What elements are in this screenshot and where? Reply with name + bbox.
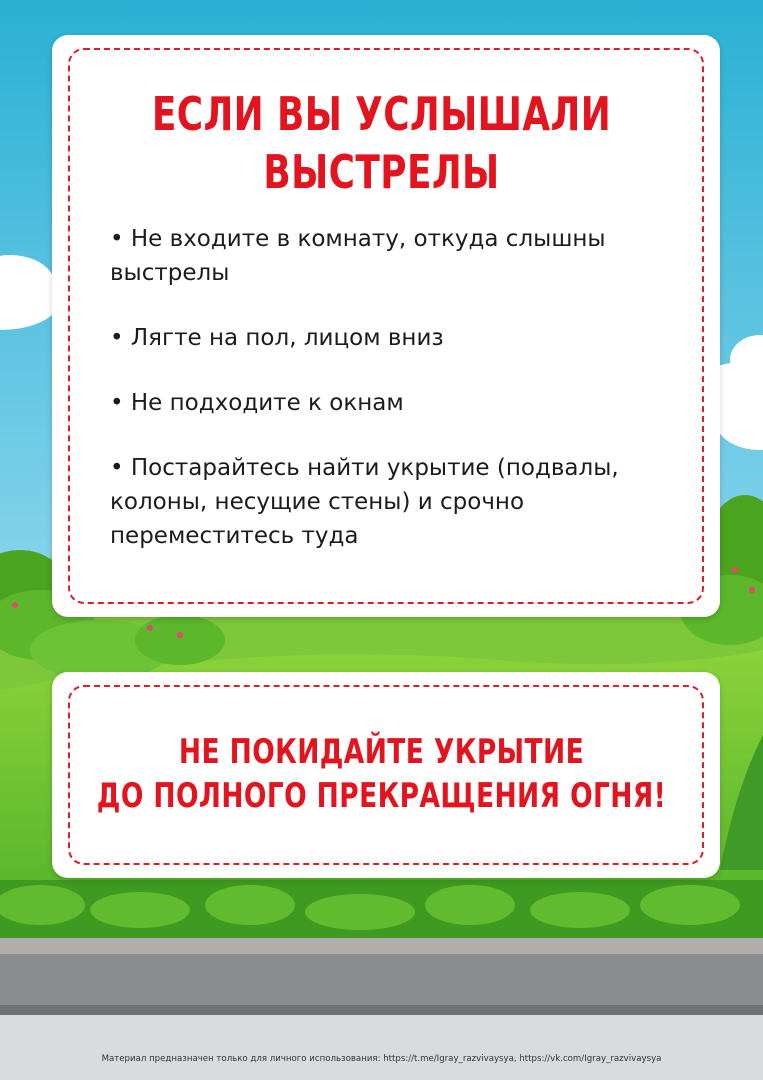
footer-note: Материал предназначен только для личного использования: https://t.me/Igray_razvivaysya, https://vk.com/Igray_razvivaysya [101,1054,662,1064]
warning-line-2: ДО ПОЛНОГО ПРЕКРАЩЕНИЯ ОГНЯ! [96,776,667,816]
instructions-list [110,222,620,584]
curb [0,938,763,954]
list-item: • Не подходите к окнам [110,390,404,416]
list-item: • Не входите в комнату, откуда слышны выстрелы [110,226,606,286]
road-edge [0,1005,763,1015]
list-item: • Лягте на пол, лицом вниз [110,325,444,351]
list-item: • Постарайтесь найти укрытие (подвалы, колоны, несущие стены) и срочно переместитесь туда [110,455,619,549]
warning-text [84,730,679,818]
warning-line-1: НЕ ПОКИДАЙТЕ УКРЫТИЕ [178,732,585,772]
sidewalk [0,1015,763,1080]
page-title: ЕСЛИ ВЫ УСЛЫШАЛИ ВЫСТРЕЛЫ [151,87,612,199]
